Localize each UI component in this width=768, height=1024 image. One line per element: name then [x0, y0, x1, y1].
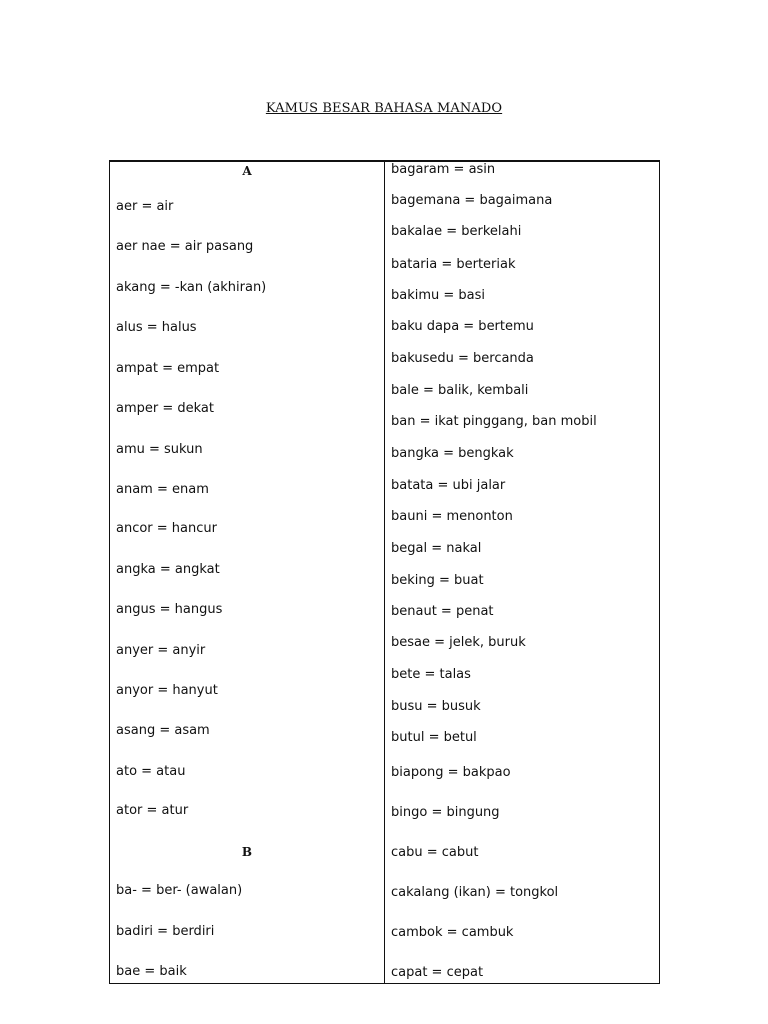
- dictionary-entry: badiri = berdiri: [116, 924, 215, 939]
- dictionary-entry: ban = ikat pinggang, ban mobil: [391, 414, 597, 429]
- dictionary-entry: asang = asam: [116, 723, 210, 738]
- dictionary-entry: aer = air: [116, 199, 174, 214]
- dictionary-entry: angka = angkat: [116, 562, 220, 577]
- dictionary-entry: alus = halus: [116, 320, 197, 335]
- dictionary-entry: bakalae = berkelahi: [391, 224, 522, 239]
- dictionary-entry: butul = betul: [391, 730, 477, 745]
- dictionary-entry: bauni = menonton: [391, 509, 513, 524]
- dictionary-entry: cambok = cambuk: [391, 925, 514, 940]
- dictionary-entry: anyer = anyir: [116, 643, 206, 658]
- dictionary-entry: bale = balik, kembali: [391, 383, 529, 398]
- dictionary-entry: cabu = cabut: [391, 845, 479, 860]
- dictionary-entry: capat = cepat: [391, 965, 484, 980]
- dictionary-entry: angus = hangus: [116, 602, 223, 617]
- dictionary-entry: bangka = bengkak: [391, 446, 514, 461]
- dictionary-entry: batata = ubi jalar: [391, 478, 506, 493]
- dictionary-entry: besae = jelek, buruk: [391, 635, 526, 650]
- letter-heading-a: A: [242, 164, 252, 178]
- dictionary-entry: anam = enam: [116, 482, 209, 497]
- dictionary-entry: biapong = bakpao: [391, 765, 511, 780]
- dictionary-entry: bakimu = basi: [391, 288, 486, 303]
- dictionary-entry: amu = sukun: [116, 442, 203, 457]
- dictionary-entry: ato = atau: [116, 764, 186, 779]
- dictionary-entry: bakusedu = bercanda: [391, 351, 534, 366]
- dictionary-entry: bagaram = asin: [391, 162, 496, 177]
- dictionary-entry: bete = talas: [391, 667, 471, 682]
- dictionary-entry: bingo = bingung: [391, 805, 500, 820]
- dictionary-entry: ancor = hancur: [116, 521, 217, 536]
- column-divider: [384, 162, 385, 983]
- dictionary-entry: akang = -kan (akhiran): [116, 280, 267, 295]
- dictionary-entry: ampat = empat: [116, 361, 220, 376]
- dictionary-entry: bae = baik: [116, 964, 187, 979]
- dictionary-entry: benaut = penat: [391, 604, 494, 619]
- dictionary-entry: amper = dekat: [116, 401, 214, 416]
- dictionary-entry: begal = nakal: [391, 541, 482, 556]
- dictionary-entry: aer nae = air pasang: [116, 239, 254, 254]
- dictionary-entry: anyor = hanyut: [116, 683, 218, 698]
- dictionary-entry: ba- = ber- (awalan): [116, 883, 243, 898]
- letter-heading-b: B: [241, 845, 253, 859]
- dictionary-entry: baku dapa = bertemu: [391, 319, 534, 334]
- dictionary-entry: bataria = berteriak: [391, 257, 516, 272]
- dictionary-entry: bagemana = bagaimana: [391, 193, 553, 208]
- dictionary-entry: cakalang (ikan) = tongkol: [391, 885, 559, 900]
- dictionary-entry: ator = atur: [116, 803, 189, 818]
- page-title: KAMUS BESAR BAHASA MANADO: [265, 101, 503, 116]
- dictionary-table: [109, 160, 660, 984]
- dictionary-entry: beking = buat: [391, 573, 484, 588]
- dictionary-entry: busu = busuk: [391, 699, 481, 714]
